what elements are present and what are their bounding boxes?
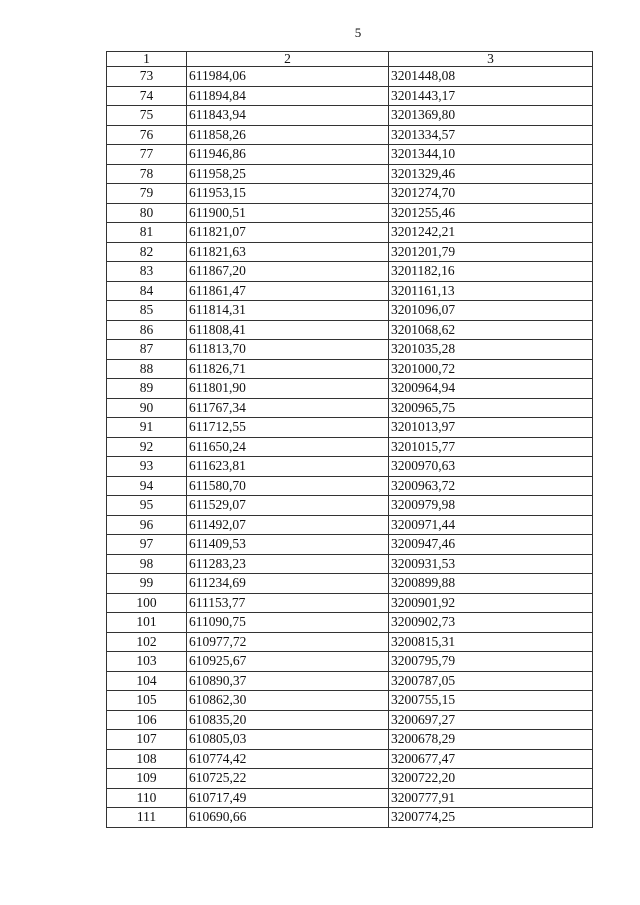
y-coordinate-cell: 3200901,92 <box>389 593 593 613</box>
y-coordinate-cell: 3201068,62 <box>389 320 593 340</box>
y-coordinate-cell: 3201443,17 <box>389 86 593 106</box>
y-coordinate-cell: 3201448,08 <box>389 67 593 87</box>
point-number-cell: 76 <box>107 125 187 145</box>
y-coordinate-cell: 3201242,21 <box>389 223 593 243</box>
x-coordinate-cell: 611953,15 <box>187 184 389 204</box>
table-row <box>107 437 593 457</box>
y-coordinate-cell: 3200965,75 <box>389 398 593 418</box>
y-coordinate-cell: 3201329,46 <box>389 164 593 184</box>
x-coordinate-cell: 610977,72 <box>187 632 389 652</box>
x-coordinate-cell: 610835,20 <box>187 710 389 730</box>
x-coordinate-cell: 611900,51 <box>187 203 389 223</box>
point-number-cell: 88 <box>107 359 187 379</box>
y-coordinate-cell: 3200947,46 <box>389 535 593 555</box>
y-coordinate-cell: 3200931,53 <box>389 554 593 574</box>
coordinates-table <box>106 51 593 828</box>
y-coordinate-cell: 3201369,80 <box>389 106 593 126</box>
x-coordinate-cell: 611843,94 <box>187 106 389 126</box>
table-row <box>107 749 593 769</box>
table-row <box>107 730 593 750</box>
x-coordinate-cell: 611623,81 <box>187 457 389 477</box>
y-coordinate-cell: 3201000,72 <box>389 359 593 379</box>
point-number-cell: 89 <box>107 379 187 399</box>
table-row <box>107 496 593 516</box>
y-coordinate-cell: 3200902,73 <box>389 613 593 633</box>
point-number-cell: 108 <box>107 749 187 769</box>
table-row <box>107 223 593 243</box>
y-coordinate-cell: 3200971,44 <box>389 515 593 535</box>
y-coordinate-cell: 3201255,46 <box>389 203 593 223</box>
point-number-cell: 98 <box>107 554 187 574</box>
y-coordinate-cell: 3200795,79 <box>389 652 593 672</box>
y-coordinate-cell: 3200678,29 <box>389 730 593 750</box>
point-number-cell: 84 <box>107 281 187 301</box>
x-coordinate-cell: 611858,26 <box>187 125 389 145</box>
x-coordinate-cell: 611867,20 <box>187 262 389 282</box>
table-row <box>107 340 593 360</box>
page-number: 5 <box>354 25 362 40</box>
x-coordinate-cell: 611894,84 <box>187 86 389 106</box>
y-coordinate-cell: 3201096,07 <box>389 301 593 321</box>
point-number-cell: 73 <box>107 67 187 87</box>
table-row <box>107 145 593 165</box>
x-coordinate-cell: 610690,66 <box>187 808 389 828</box>
table-row <box>107 262 593 282</box>
x-coordinate-cell: 611821,63 <box>187 242 389 262</box>
table-row <box>107 242 593 262</box>
point-number-cell: 74 <box>107 86 187 106</box>
x-coordinate-cell: 611712,55 <box>187 418 389 438</box>
x-coordinate-cell: 610725,22 <box>187 769 389 789</box>
x-coordinate-cell: 610774,42 <box>187 749 389 769</box>
point-number-cell: 85 <box>107 301 187 321</box>
y-coordinate-cell: 3200964,94 <box>389 379 593 399</box>
y-coordinate-cell: 3200979,98 <box>389 496 593 516</box>
x-coordinate-cell: 611813,70 <box>187 340 389 360</box>
x-coordinate-cell: 611090,75 <box>187 613 389 633</box>
y-coordinate-cell: 3200697,27 <box>389 710 593 730</box>
point-number-cell: 83 <box>107 262 187 282</box>
point-number-cell: 79 <box>107 184 187 204</box>
point-number-cell: 101 <box>107 613 187 633</box>
y-coordinate-cell: 3200774,25 <box>389 808 593 828</box>
point-number-cell: 78 <box>107 164 187 184</box>
x-coordinate-cell: 611984,06 <box>187 67 389 87</box>
point-number-cell: 102 <box>107 632 187 652</box>
table-row <box>107 86 593 106</box>
x-coordinate-cell: 611958,25 <box>187 164 389 184</box>
y-coordinate-cell: 3201015,77 <box>389 437 593 457</box>
table-row <box>107 710 593 730</box>
y-coordinate-cell: 3201334,57 <box>389 125 593 145</box>
table-row <box>107 301 593 321</box>
table-row <box>107 769 593 789</box>
point-number-cell: 99 <box>107 574 187 594</box>
header-row <box>107 52 593 67</box>
point-number-cell: 95 <box>107 496 187 516</box>
table-row <box>107 203 593 223</box>
y-coordinate-cell: 3201201,79 <box>389 242 593 262</box>
column-header-3: 3 <box>389 52 593 67</box>
table-row <box>107 125 593 145</box>
point-number-cell: 110 <box>107 788 187 808</box>
table-row <box>107 671 593 691</box>
table-body <box>107 67 593 828</box>
table-row <box>107 808 593 828</box>
table-row <box>107 788 593 808</box>
point-number-cell: 100 <box>107 593 187 613</box>
point-number-cell: 90 <box>107 398 187 418</box>
point-number-cell: 80 <box>107 203 187 223</box>
y-coordinate-cell: 3200963,72 <box>389 476 593 496</box>
x-coordinate-cell: 611801,90 <box>187 379 389 399</box>
point-number-cell: 86 <box>107 320 187 340</box>
table-row <box>107 398 593 418</box>
column-header-2: 2 <box>187 52 389 67</box>
y-coordinate-cell: 3200970,63 <box>389 457 593 477</box>
table-row <box>107 106 593 126</box>
table-row <box>107 515 593 535</box>
table-row <box>107 535 593 555</box>
y-coordinate-cell: 3201161,13 <box>389 281 593 301</box>
y-coordinate-cell: 3201182,16 <box>389 262 593 282</box>
table-row <box>107 457 593 477</box>
x-coordinate-cell: 611808,41 <box>187 320 389 340</box>
x-coordinate-cell: 611153,77 <box>187 593 389 613</box>
x-coordinate-cell: 611492,07 <box>187 515 389 535</box>
x-coordinate-cell: 611826,71 <box>187 359 389 379</box>
x-coordinate-cell: 611814,31 <box>187 301 389 321</box>
table-row <box>107 281 593 301</box>
table-row <box>107 574 593 594</box>
x-coordinate-cell: 610925,67 <box>187 652 389 672</box>
x-coordinate-cell: 611409,53 <box>187 535 389 555</box>
y-coordinate-cell: 3201344,10 <box>389 145 593 165</box>
y-coordinate-cell: 3200677,47 <box>389 749 593 769</box>
table-row <box>107 593 593 613</box>
point-number-cell: 106 <box>107 710 187 730</box>
x-coordinate-cell: 611283,23 <box>187 554 389 574</box>
point-number-cell: 111 <box>107 808 187 828</box>
y-coordinate-cell: 3200899,88 <box>389 574 593 594</box>
point-number-cell: 97 <box>107 535 187 555</box>
y-coordinate-cell: 3200787,05 <box>389 671 593 691</box>
table-row <box>107 418 593 438</box>
point-number-cell: 91 <box>107 418 187 438</box>
x-coordinate-cell: 611821,07 <box>187 223 389 243</box>
x-coordinate-cell: 610805,03 <box>187 730 389 750</box>
x-coordinate-cell: 611234,69 <box>187 574 389 594</box>
table-row <box>107 613 593 633</box>
point-number-cell: 105 <box>107 691 187 711</box>
point-number-cell: 81 <box>107 223 187 243</box>
y-coordinate-cell: 3201013,97 <box>389 418 593 438</box>
point-number-cell: 103 <box>107 652 187 672</box>
x-coordinate-cell: 610717,49 <box>187 788 389 808</box>
point-number-cell: 109 <box>107 769 187 789</box>
y-coordinate-cell: 3200815,31 <box>389 632 593 652</box>
y-coordinate-cell: 3200777,91 <box>389 788 593 808</box>
point-number-cell: 92 <box>107 437 187 457</box>
point-number-cell: 75 <box>107 106 187 126</box>
table-row <box>107 652 593 672</box>
table-row <box>107 184 593 204</box>
point-number-cell: 107 <box>107 730 187 750</box>
y-coordinate-cell: 3201274,70 <box>389 184 593 204</box>
table-row <box>107 632 593 652</box>
table-row <box>107 359 593 379</box>
x-coordinate-cell: 611580,70 <box>187 476 389 496</box>
y-coordinate-cell: 3200722,20 <box>389 769 593 789</box>
point-number-cell: 82 <box>107 242 187 262</box>
x-coordinate-cell: 610862,30 <box>187 691 389 711</box>
x-coordinate-cell: 611529,07 <box>187 496 389 516</box>
x-coordinate-cell: 611767,34 <box>187 398 389 418</box>
y-coordinate-cell: 3200755,15 <box>389 691 593 711</box>
x-coordinate-cell: 611650,24 <box>187 437 389 457</box>
x-coordinate-cell: 611861,47 <box>187 281 389 301</box>
y-coordinate-cell: 3201035,28 <box>389 340 593 360</box>
x-coordinate-cell: 611946,86 <box>187 145 389 165</box>
column-header-1: 1 <box>107 52 187 67</box>
table-row <box>107 164 593 184</box>
table-row <box>107 554 593 574</box>
point-number-cell: 87 <box>107 340 187 360</box>
table-row <box>107 320 593 340</box>
point-number-cell: 96 <box>107 515 187 535</box>
point-number-cell: 77 <box>107 145 187 165</box>
point-number-cell: 93 <box>107 457 187 477</box>
point-number-cell: 104 <box>107 671 187 691</box>
table-header <box>107 52 593 67</box>
table-row <box>107 691 593 711</box>
table-row <box>107 379 593 399</box>
x-coordinate-cell: 610890,37 <box>187 671 389 691</box>
point-number-cell: 94 <box>107 476 187 496</box>
table-row <box>107 67 593 87</box>
table-row <box>107 476 593 496</box>
